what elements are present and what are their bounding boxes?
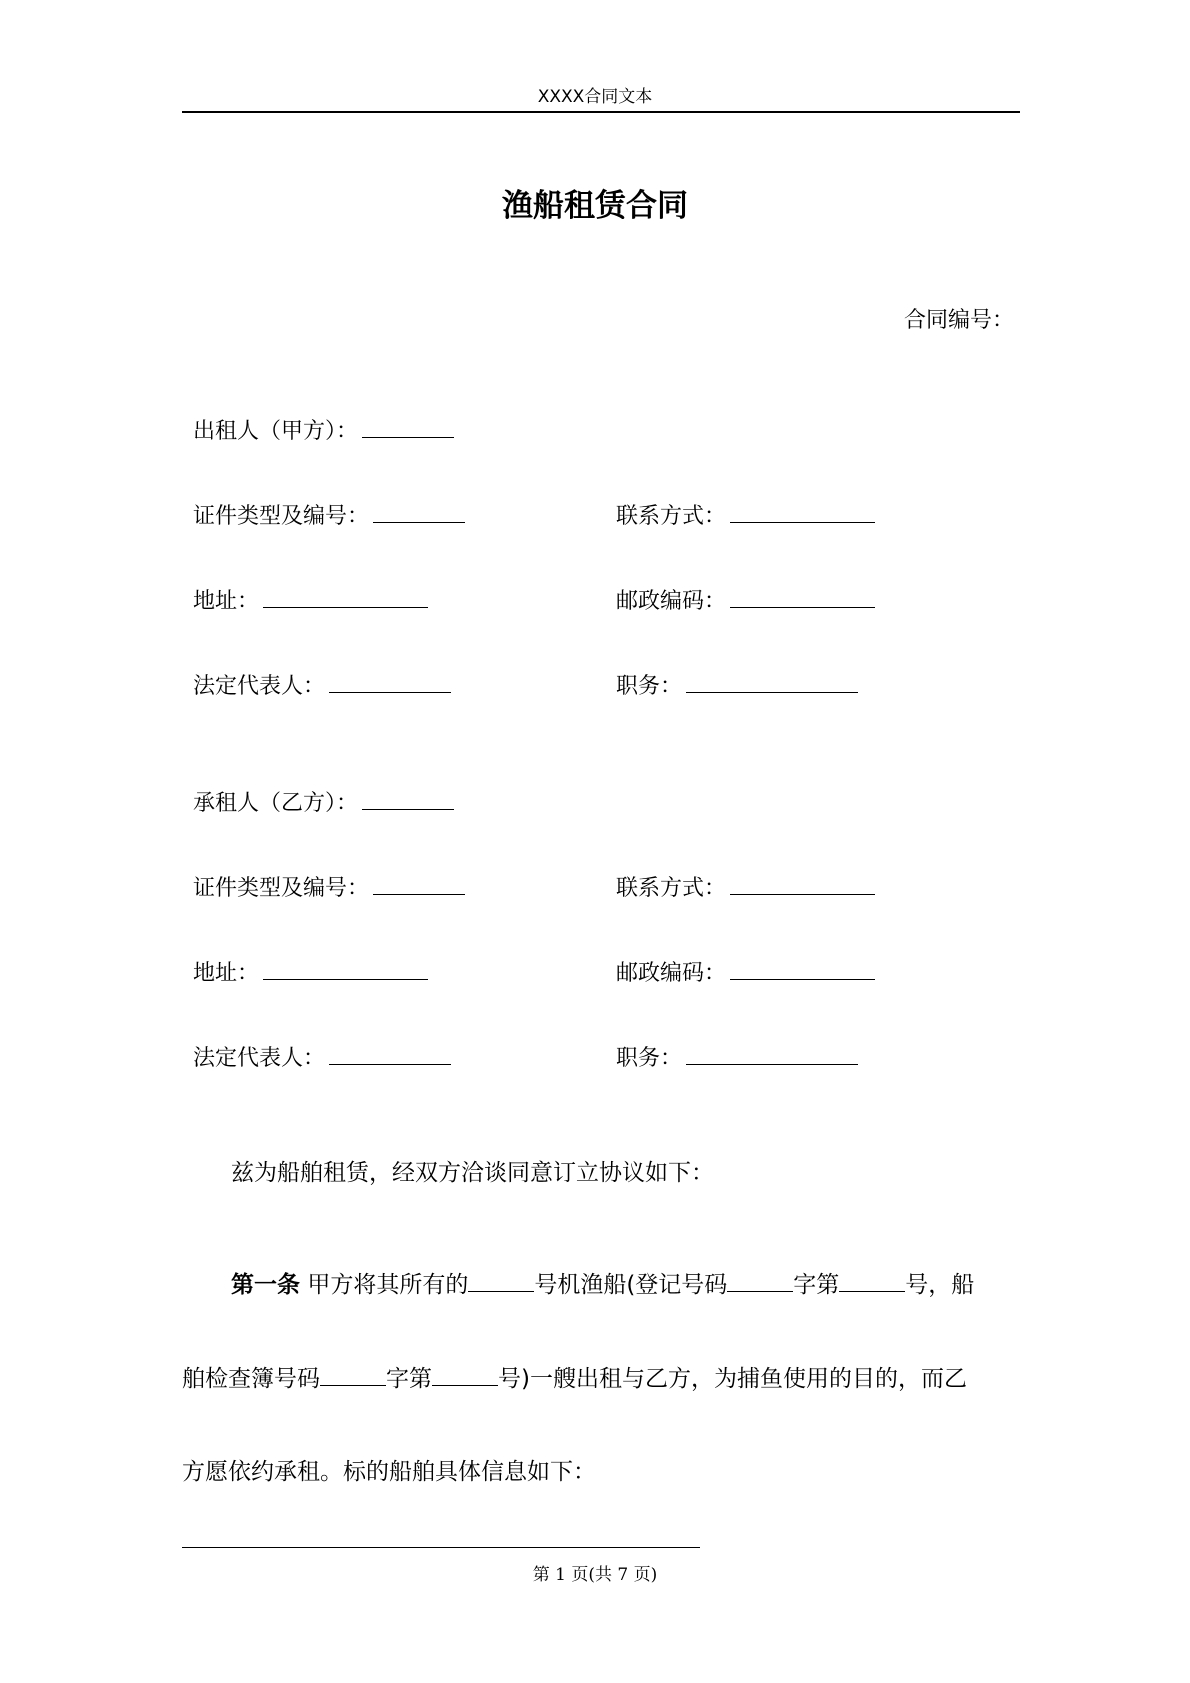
party-b-postcode-label: 邮政编码： (616, 961, 727, 986)
document-title: 渔船租赁合同 (502, 188, 688, 224)
party-a-rep-field (193, 670, 451, 702)
party-a-id-blank[interactable] (373, 500, 465, 523)
registration-number-blank[interactable] (839, 1271, 905, 1292)
party-b-id-label: 证件类型及编号： (193, 876, 370, 901)
party-a-postcode-label: 邮政编码： (616, 589, 727, 614)
party-a-postcode-blank[interactable] (730, 585, 875, 608)
contract-number-label: 合同编号： (903, 308, 1014, 333)
boat-number-blank[interactable] (468, 1271, 534, 1292)
party-b-id-blank[interactable] (373, 872, 465, 895)
party-b-address-label: 地址： (193, 961, 260, 986)
party-b-contact-blank[interactable] (730, 872, 875, 895)
party-b-position-field (616, 1042, 858, 1074)
article-1-line-1 (231, 1269, 974, 1301)
article-1-text: 号)一艘出租与乙方，为捕鱼使用的目的，而乙 (498, 1366, 967, 1392)
party-b-postcode-blank[interactable] (730, 957, 875, 980)
party-b-position-blank[interactable] (686, 1042, 858, 1065)
party-a-contact-blank[interactable] (730, 500, 875, 523)
party-b-name-field (193, 787, 454, 819)
intro-paragraph: 兹为船舶租赁，经双方洽谈同意订立协议如下： (231, 1160, 714, 1186)
party-b-address-blank[interactable] (263, 957, 428, 980)
party-a-postcode-field (616, 585, 875, 617)
party-b-contact-field (616, 872, 875, 904)
article-1-text: 甲方将其所有的 (307, 1272, 469, 1298)
party-b-postcode-field (616, 957, 875, 989)
party-b-name-label: 承租人（乙方）： (193, 791, 359, 816)
party-b-rep-blank[interactable] (329, 1042, 451, 1065)
party-b-address-field (193, 957, 428, 989)
party-a-contact-field (616, 500, 875, 532)
article-1-heading: 第一条 (231, 1272, 300, 1298)
party-a-address-blank[interactable] (263, 585, 428, 608)
party-a-position-blank[interactable] (686, 670, 858, 693)
article-1-line-3: 方愿依约承租。标的船舶具体信息如下： (182, 1459, 596, 1485)
party-b-contact-label: 联系方式： (616, 876, 727, 901)
article-1-text: 字第 (793, 1272, 840, 1298)
inspection-number-blank[interactable] (432, 1365, 498, 1386)
party-a-id-field (193, 500, 465, 532)
party-a-rep-label: 法定代表人： (193, 674, 326, 699)
party-a-position-label: 职务： (616, 674, 683, 699)
inspection-prefix-blank[interactable] (320, 1365, 386, 1386)
party-a-rep-blank[interactable] (329, 670, 451, 693)
page-header: XXXX合同文本 (537, 87, 653, 107)
party-a-position-field (616, 670, 858, 702)
party-a-address-label: 地址： (193, 589, 260, 614)
article-1-text: 号，船 (905, 1272, 975, 1298)
page-number: 第 1 页(共 7 页) (532, 1565, 658, 1585)
registration-prefix-blank[interactable] (727, 1271, 793, 1292)
party-a-name-blank[interactable] (362, 415, 454, 438)
party-b-name-blank[interactable] (362, 787, 454, 810)
party-b-id-field (193, 872, 465, 904)
party-a-name-label: 出租人（甲方）： (193, 419, 359, 444)
party-b-position-label: 职务： (616, 1046, 683, 1071)
party-b-rep-label: 法定代表人： (193, 1046, 326, 1071)
party-b-rep-field (193, 1042, 451, 1074)
header-divider (182, 111, 1020, 113)
party-a-contact-label: 联系方式： (616, 504, 727, 529)
party-a-id-label: 证件类型及编号： (193, 504, 370, 529)
party-a-address-field (193, 585, 428, 617)
party-a-name-field (193, 415, 454, 447)
article-1-text: 字第 (386, 1366, 432, 1392)
article-1-text: 号机渔船(登记号码 (534, 1272, 728, 1298)
article-1-text: 舶检查簿号码 (182, 1366, 320, 1392)
article-1-line-2 (182, 1363, 967, 1395)
footer-divider (182, 1547, 700, 1548)
